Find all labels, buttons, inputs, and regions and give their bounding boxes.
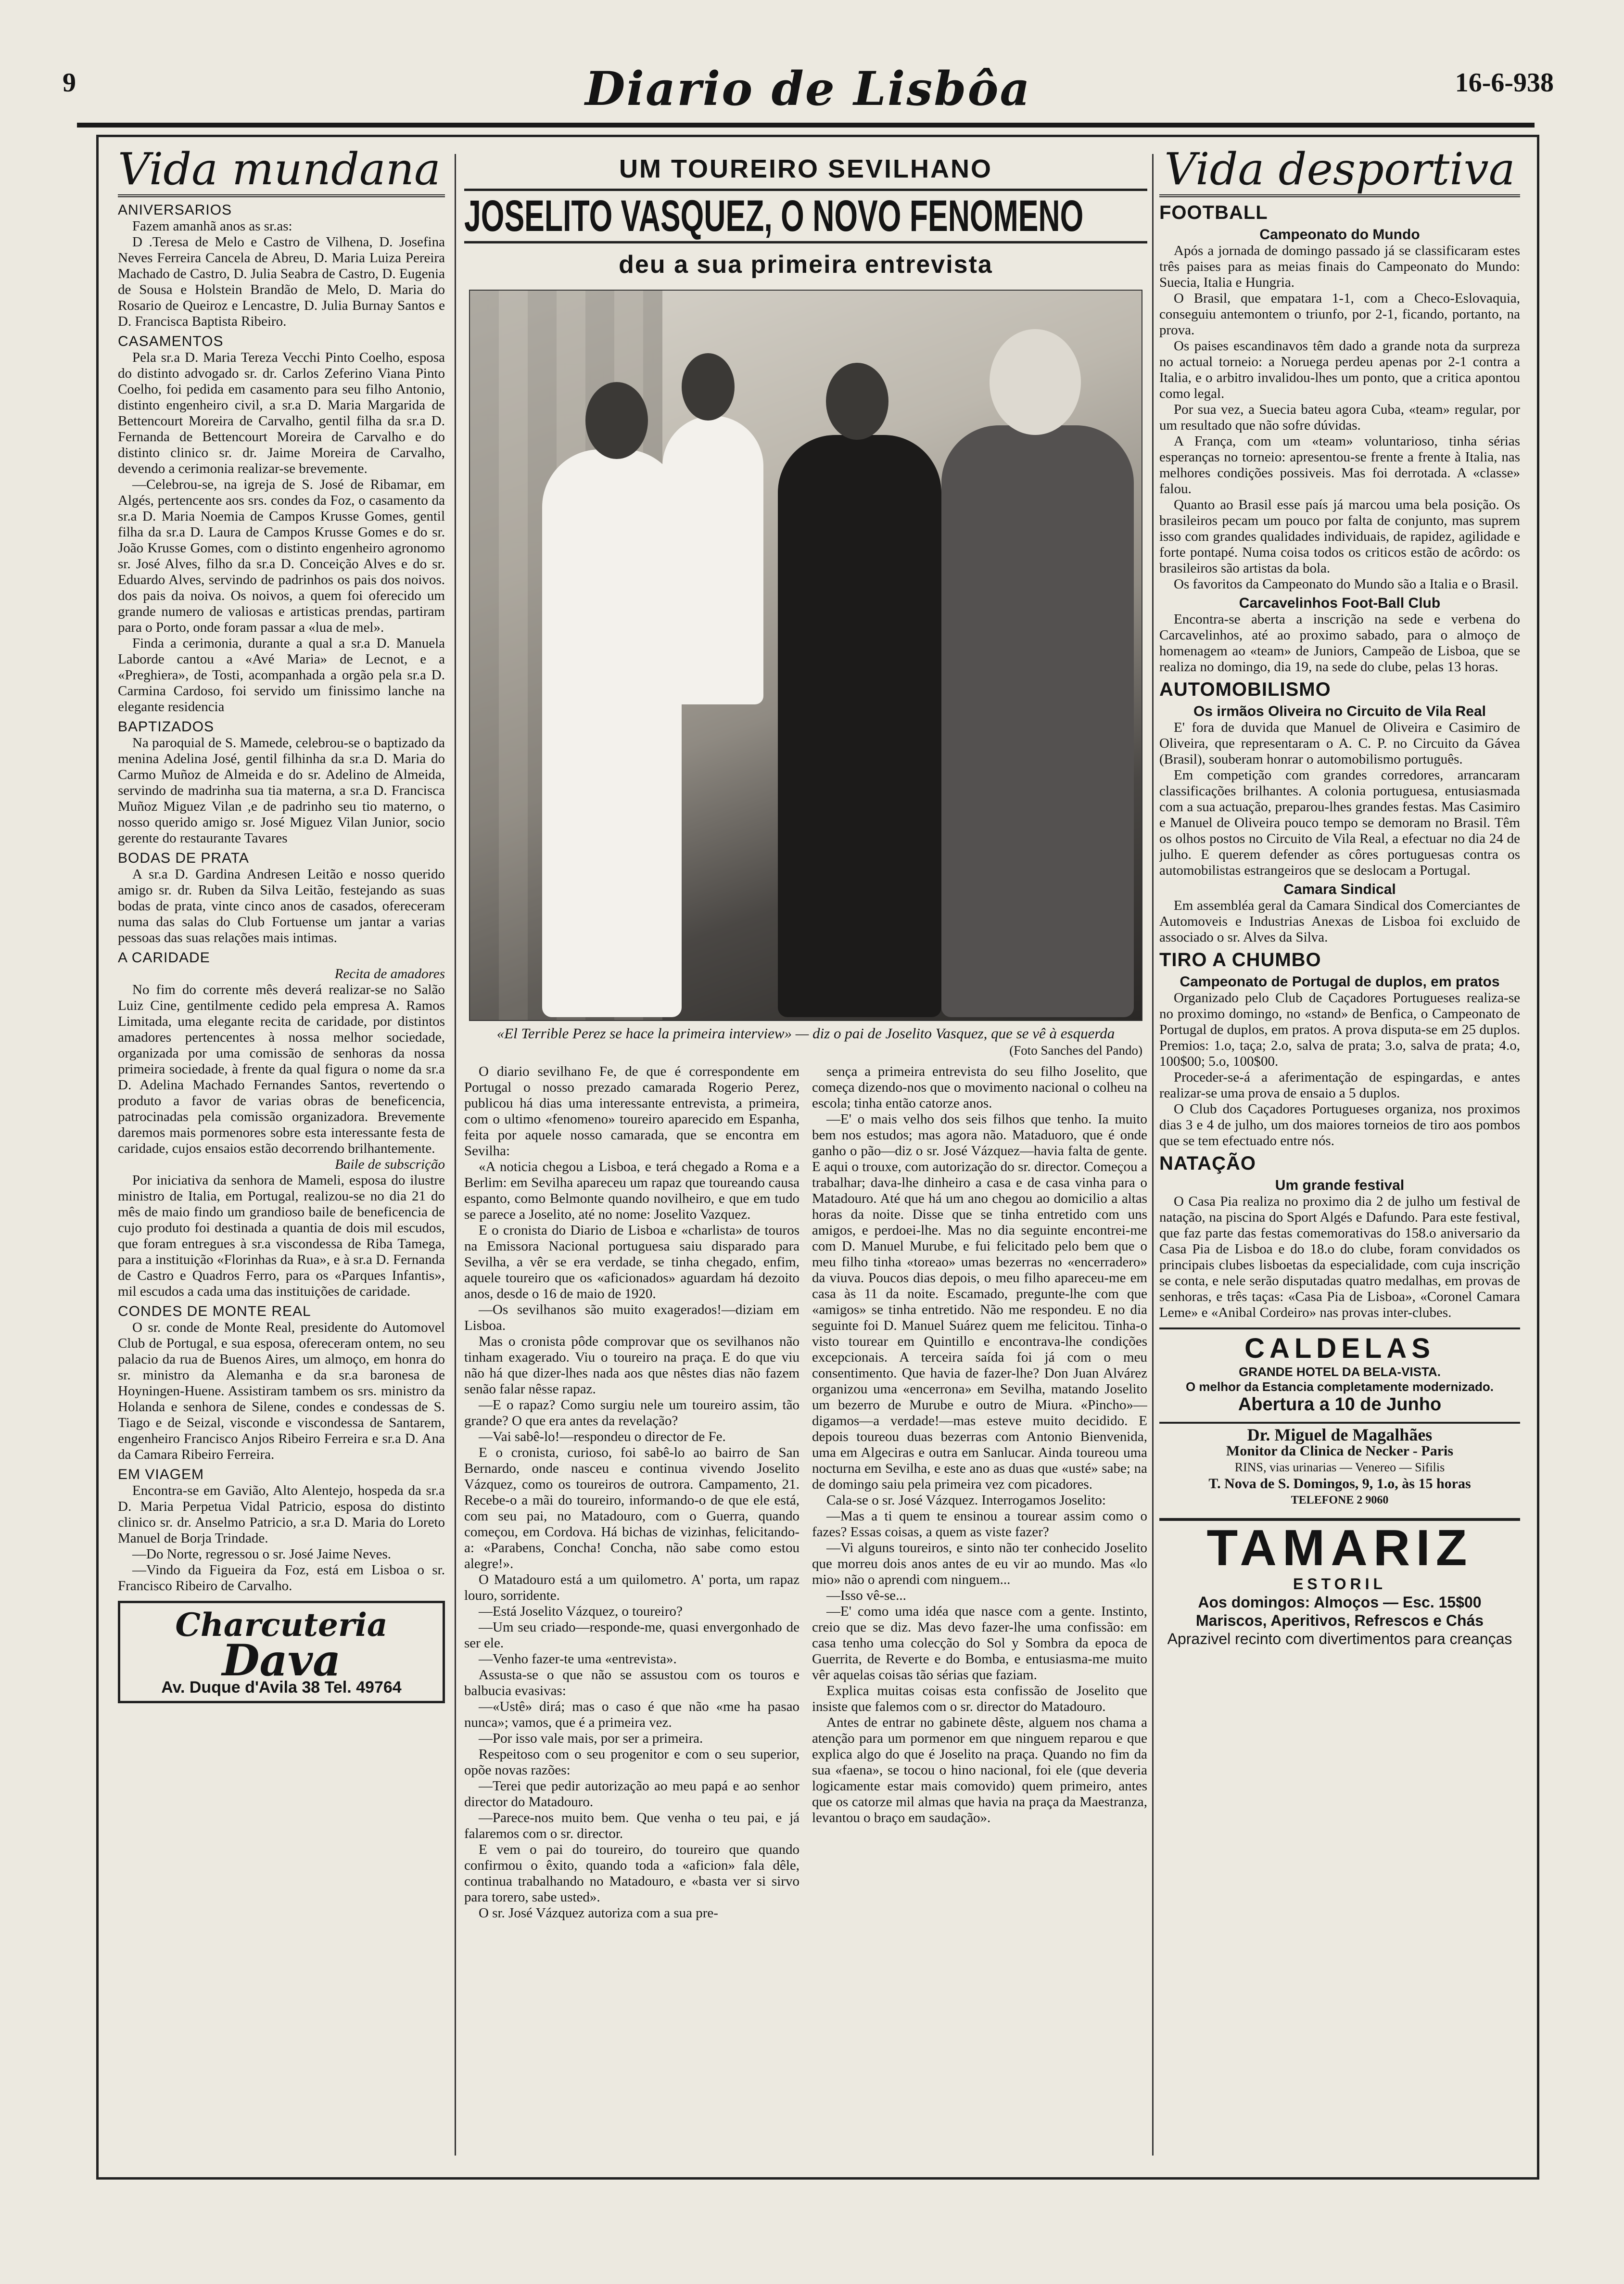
article-paragraph: —Vi alguns toureiros, e sinto não ter conhecido Joselito que morreu dois anos antes de eu vir ao mundo. Mas «lo mio» não o aprendi com ninguem... xyxy=(812,1540,1147,1587)
article-paragraph: E vem o pai do toureiro, do toureiro que quando confirmou o êxito, quando toda a «aficion» fala dêle, continua trabalhando no Matadouro, e «basta ver si sirvo para torero, sabe usted». xyxy=(464,1842,799,1905)
article-paragraph: Mas o cronista pôde comprovar que os sevilhanos não tinham exagerado. Viu o toureiro na praça. E do que viu não há que dizer-lhes nada aos que nêstes dias não fazem senão falar nêsse rapaz. xyxy=(464,1334,799,1397)
article-paragraph: sença a primeira entrevista do seu filho Joselito, que começa dizendo-nos que o movimento nacional o colheu na escola; tinha então catorze anos. xyxy=(812,1064,1147,1111)
ad-caldelas-title: CALDELAS xyxy=(1244,1333,1435,1364)
article-paragraph: —«Ustê» dirá; mas o caso é que não «me ha pasao nunca»; vamos, que é a primeira vez. xyxy=(464,1699,799,1730)
society-paragraph: Por iniciativa da senhora de Mameli, esposa do ilustre ministro de Italia, em Portugal, realizou-se no dia 21 do mês de maio findo um grandioso baile de beneficencia de cujo produto foi destinada a quantia de dois mil escudos, que foram entregues à sr.a viscondessa de Riba Tamega, para a instituição «Florinhas da Rua», e à sr.a D. Fernanda de Castro e Quadros Ferro, para os «Parques Infantis», mil escudos a cada uma das instituições de caridade. xyxy=(118,1173,445,1299)
football-heading: FOOTBALL xyxy=(1159,202,1268,223)
paragraph: Em competição com grandes corredores, arrancaram classificações brilhantes. A colonia portuguesa, entusiasmada com a sua actuação, preparou-lhes grandes festas. Mas Casimiro e Manuel de Oliveira pouco tempo se demoram no Brasil. Têm os olhos postos no Circuito de Vila Real, a efectuar no dia 24 de julho. E querem defender as côres portuguesas contra os automobilistas estrangeiros que se deslocam a Portugal. xyxy=(1159,767,1520,878)
article-paragraph: —E' o mais velho dos seis filhos que tenho. Ia muito bem nos estudos; mas agora não. Mataduoro, que é onde ganho o pão—diz o sr. José Vázquez—havia falta de gente. E aqui o trouxe, com autorização do sr. director. Começou a trabalhar; dava-lhe dinheiro a casa e de casa vinha para o Matadouro. Até que há um ano chegou ao domicilio a altas horas da noite. Disse que se tinha entretido com uns amigos, e perdoei-lhe. Mas no dia seguinte encontrei-me com D. Manuel Murube, e fui felicitado pelo bem que o meu filho tinha «toreao» umas bezerras no «encerradero» da viuva. Poucos dias depois, o meu filho apareceu-me em casa às 11 da noite. Escamado, pregunte-lhe com que «amigos» se tinha entretido. Não me respondeu. E no dia seguinte foi D. Manuel Suárez quem me felicitou. Tinha-o visto tourear em Quintillo e encontrava-lhe condições excepcionais. A terceira saída foi já com o meu consentimento. Que havia de fazer-lhe? Don Juan Alvárez organizou uma «encerrona» em Sevilha, matando Joselito um bezerro de Murube e outro de Miura. «Pincho»—digamos—a verdade!—mas esteve muito decidido. E depois toureou duas bezerras com Antonio Bienvenida, uma em Algeciras e outra em Sanlucar. Ainda toureou uma nocturna em Sevilha, e este ano as duas que «usté» sabe; na de domingo saiu pela primeira vez com picadores. xyxy=(812,1111,1147,1492)
article-paragraph: —Por isso vale mais, por ser a primeira. xyxy=(479,1731,703,1746)
ad-tamariz-sundays: Aos domingos: Almoços — Esc. 15$00 xyxy=(1198,1594,1482,1611)
society-paragraph: Na paroquial de S. Mamede, celebrou-se o baptizado da menina Adelina José, gentil filhinha da sr.a D. Maria do Carmo Muñoz de Almeida e do sr. Adelino de Almeida, servindo de madrinha sua tia materna, a sr.a D. Francisca Muñoz Miguez Vilan ,e de padrinho seu tio materno, o nosso querido amigo sr. José Miguez Vilan Junior, socio gerente do restaurante Tavares xyxy=(118,735,445,846)
article-paragraph: —Mas a ti quem te ensinou a tourear assim como o fazes? Essas coisas, a quem as viste fazer? xyxy=(812,1508,1147,1540)
photo-figure-interviewer xyxy=(778,435,941,1017)
society-heading: BODAS DE PRATA xyxy=(118,850,249,866)
ad-doctor-address: T. Nova de S. Domingos, 9, 1.o, às 15 horas xyxy=(1208,1476,1471,1492)
article-paragraph: Explica muitas coisas esta confissão de Joselito que insiste que falemos com o sr. director do Matadouro. xyxy=(812,1683,1147,1714)
society-paragraph: —Celebrou-se, na igreja de S. José de Ribamar, em Algés, pertencente aos srs. condes da Foz, o casamento da sr.a D. Maria Noemia de Campos Krusse Gomes, gentil filha da sr.a D. Laura de Campos Krusse Gomes e do sr. João Krusse Gomes, com o distinto engenheiro agronomo sr. José Alves, filho da sr.a D. Conceição Alves e do sr. Eduardo Alves, servindo de padrinhos os pais dos noivos. dos pais da noiva. Os noivos, a quem foi oferecido um grande numero de valiosas e artisticas prendas, partiram para o Porto, onde foram passar a «lua de mel». xyxy=(118,477,445,635)
article-paragraph: Respeitoso com o seu progenitor e com o seu superior, opõe novas razões: xyxy=(464,1747,799,1778)
society-paragraph: —Do Norte, regressou o sr. José Jaime Neves. xyxy=(132,1546,392,1562)
article-paragraph: —Um seu criado—responde-me, quasi envergonhado de ser ele. xyxy=(464,1620,799,1651)
paragraph: Proceder-se-á a aferimentação de espingardas, e antes realizar-se uma prova de ensaio a 5 duplos. xyxy=(1159,1070,1520,1101)
newspaper-title: Diario de Lisbôa xyxy=(585,62,1031,116)
article-body xyxy=(464,1064,1147,1921)
paragraph: Após a jornada de domingo passado já se classificaram estes três paises para as meias finais do Campeonato do Mundo: Suecia, Italia e Hungria. xyxy=(1159,243,1520,290)
vila-real-heading: Os irmãos Oliveira no Circuito de Vila Real xyxy=(1193,703,1486,719)
paragraph: Por sua vez, a Suecia bateu agora Cuba, «team» regular, por um resultado que não sofre dúvidas. xyxy=(1159,402,1520,433)
society-paragraph: No fim do corrente mês deverá realizar-se no Salão Luiz Cine, gentilmente cedido pela empresa A. Ramos Limitada, uma elegante recita de caridade, por distintos amadores pertencentes à nossa melhor sociedade, organizada por uma comissão de senhoras da nossa primeira sociedade, à frente da qual figura o nome da sr.a D. Adelina Machado Fernandes Santos, revertendo o produto a favor de varias obras de beneficencia, patrocinadas pela comissão organizadora. Brevemente daremos mais pormenores sobre esta interessante festa de caridade, cujos ensaios estão decorrendo brilhantemente. xyxy=(118,982,445,1156)
society-heading: CONDES DE MONTE REAL xyxy=(118,1303,311,1319)
society-heading: ANIVERSARIOS xyxy=(118,202,232,218)
photo-caption: «El Terrible Perez se hace la primeira interview» — diz o pai de Joselito Vasquez, que se vê à esquerda xyxy=(496,1025,1115,1042)
article-paragraph: —Terei que pedir autorização ao meu papá e ao senhor director do Matadouro. xyxy=(464,1778,799,1810)
paragraph: O Casa Pia realiza no proximo dia 2 de julho um festival de natação, na piscina do Sport Algés e Dafundo. Para este festival, que faz parte das festas comemorativas do 158.o aniversario da Casa Pia de Lisboa e do 18.o do clube, foram convidados os principais clubes lisboetas da especialidade, com cuja inscrição se conta, e nele serão disputadas quatro medalhas, em provas de senhoras, e três taças: «Casa Pia de Lisboa», «Coronel Camara Leme» e «Anibal Cordeiro» nas provas inter-clubes. xyxy=(1159,1194,1520,1320)
photo-credit: (Foto Sanches del Pando) xyxy=(1009,1043,1142,1058)
article-paragraph: O diario sevilhano Fe, de que é correspondente em Portugal o nosso prezado camarada Rogerio Perez, publicou há dias uma interessante entrevista, a primeira, com o ultimo «fenomeno» toureiro aparecido em Espanha, feita por aquele nosso camarada, que se encontra em Sevilha: xyxy=(464,1064,799,1159)
ad-doctor-title: Monitor da Clinica de Necker - Paris xyxy=(1226,1443,1454,1459)
photo-head-father xyxy=(990,329,1081,435)
article-body-col2 xyxy=(812,1064,1147,1921)
society-paragraph: Pela sr.a D. Maria Tereza Vecchi Pinto Coelho, esposa do distinto advogado sr. dr. Carlos Zeferino Viana Pinto Coelho, foi pedida em casamento para seu filho Antonio, distinto engenheiro civil, a sr.a D. Maria Margarida de Bettencourt Moreira de Carvalho, gentil filha da sr.a D. Fernanda de Bettencourt Moreira de Carvalho e do distinto clinico sr. dr. Jaime Moreira de Carvalho, devendo a cerimonia realizar-se brevemente. xyxy=(118,350,445,476)
column-divider-left xyxy=(455,154,456,2156)
article-body-col1 xyxy=(464,1064,799,1921)
society-heading: CASAMENTOS xyxy=(118,333,224,349)
article-paragraph: —E o rapaz? Como surgiu nele um toureiro assim, tão grande? O que era antes da revelação? xyxy=(464,1397,799,1429)
article-paragraph: Cala-se o sr. José Vázquez. Interrogamos Joselito: xyxy=(826,1493,1106,1508)
ad-doctor-specialty: RINS, vias urinarias — Venereo — Sifilis xyxy=(1234,1460,1445,1474)
doctor-ad xyxy=(1159,1422,1520,1508)
photo-figure-father xyxy=(941,425,1134,1017)
festival-heading: Um grande festival xyxy=(1275,1177,1405,1193)
paragraph: Quanto ao Brasil esse país já marcou uma bela posição. Os brasileiros pecam um pouco por falta de conjunto, mas suprem isso com grandes qualidades individuais, de rapidez, agilidade e forte pontapé. Numa coisa todos os criticos estão de acôrdo: os brasileiros são artistas da bola. xyxy=(1159,497,1520,576)
paragraph: O Club dos Caçadores Portugueses organiza, nos proximos dias 3 e 4 de julho, um dos maiores torneios de tiro aos pombos que se tem efectuado entre nós. xyxy=(1159,1101,1520,1148)
ad-charcuteria-name: Dava xyxy=(222,1635,341,1686)
paragraph: E' fora de duvida que Manuel de Oliveira e Casimiro de Oliveira, que representaram o A. C. P. no Circuito da Gávea (Brasil), souberam honrar o automobilismo português. xyxy=(1159,720,1520,767)
paragraph: Organizado pelo Club de Caçadores Portugueses realiza-se no proximo domingo, no «stand» de Benfica, o Campeonato de Portugal de duplos, em pratos. A prova disputa-se em 25 duplos. Premios: 1.o, taça; 2.o, salva de prata; 3.o, salva de prata; 4.o, 100$00; 5.o, 100$00. xyxy=(1159,990,1520,1069)
charcuteria-ad xyxy=(118,1601,445,1703)
society-paragraph: D .Teresa de Melo e Castro de Vilhena, D. Josefina Neves Ferreira Cancela de Abreu, D. Maria Luiza Pereira Machado de Castro, D. Julia Seabra de Castro, D. Eugenia de Sousa e Holstein Brandão de Melo, D. Maria do Rosario de Queiroz e Lencastre, D. Julia Burnay Santos e D. Francisca Baptista Ribeiro. xyxy=(118,234,445,329)
photo-figure-joselito xyxy=(542,449,682,1017)
article-paragraph: —Os sevilhanos são muito exagerados!—diziam em Lisboa. xyxy=(464,1302,799,1333)
society-paragraph: —Vindo da Figueira da Foz, está em Lisboa o sr. Francisco Ribeiro de Carvalho. xyxy=(118,1562,445,1594)
article-paragraph: Assusta-se o que não se assustou com os touros e balbucia evasivas: xyxy=(464,1667,799,1698)
tiro-heading: TIRO A CHUMBO xyxy=(1159,949,1321,970)
ad-tamariz-place: ESTORIL xyxy=(1293,1575,1387,1593)
article-kicker: UM TOUREIRO SEVILHANO xyxy=(619,154,993,183)
natacao-heading: NATAÇÃO xyxy=(1159,1153,1256,1174)
article-paragraph: —Vai sabê-lo!—respondeu o director de Fe. xyxy=(479,1429,726,1444)
paragraph: Em assembléa geral da Camara Sindical dos Comerciantes de Automoveis e Industrias Anexas de Lisboa foi excluido de associado o sr. Alves da Silva. xyxy=(1159,898,1520,945)
ad-charcuteria-label: Charcuteria xyxy=(175,1606,388,1644)
world-cup-text xyxy=(1159,243,1520,592)
ad-doctor-phone: TELEFONE 2 9060 xyxy=(1291,1494,1389,1506)
sports-column xyxy=(1159,144,1520,2165)
article-paragraph: —Venho fazer-te uma «entrevista». xyxy=(479,1651,677,1667)
article-paragraph: —E' como uma idéa que nasce com a gente. Instinto, creio que se diz. Mas devo fazer-lhe uma confissão: em casa tenho uma colecção do Sol y Sombra da epoca de Guerrita, de Reverte e do Bomba, e entusiasma-me muito vêr aquelas coisas tão sérias que faziam. xyxy=(812,1604,1147,1683)
article-deck: deu a sua primeira entrevista xyxy=(619,251,993,279)
paragraph: A França, com um «team» voluntarioso, tinha sérias esperanças no torneio: apresentou-se frente a frente à Italia, nas melhores condições possiveis. Mas foi derrotada. A «classe» falou. xyxy=(1159,434,1520,497)
tiro-subheading: Campeonato de Portugal de duplos, em pratos xyxy=(1180,974,1500,990)
society-subheading: Baile de subscrição xyxy=(335,1157,445,1172)
tamariz-ad xyxy=(1159,1515,1520,1648)
photo-head-background xyxy=(682,353,735,421)
masthead xyxy=(63,62,1554,116)
ad-tamariz-title: TAMARIZ xyxy=(1159,1518,1520,1575)
society-heading: BAPTIZADOS xyxy=(118,719,215,735)
bullfighter-article xyxy=(464,144,1147,2165)
society-blocks xyxy=(118,202,445,1594)
society-heading: A CARIDADE xyxy=(118,950,210,966)
article-paragraph: «A noticia chegou a Lisboa, e terá chegado a Roma e a Berlim: em Sevilha apareceu um rapaz que toureando causa espanto, como Belmonte quando novilheiro, e que em tudo se parece a Joselito, até no nome: Joselito Vazquez. xyxy=(464,1159,799,1222)
article-paragraph: E o cronista do Diario de Lisboa e «charlista» de touros na Emissora Nacional portuguesa saiu disparado para Sevilha, a vêr se era verdade, se tinha chegado, enfim, aquele toureiro que os «aficionados» aguardam há dezoito anos, desde o 16 de maio de 1920. xyxy=(464,1223,799,1301)
paragraph: Encontra-se aberta a inscrição na sede e verbena do Carcavelinhos, até ao proximo sabado, para o almoço de homenagem ao «team» de Juniors, Campeão de Lisboa, que se realiza no domingo, dia 19, na sede do clube, pelas 13 horas. xyxy=(1159,612,1520,675)
carcavelinhos-heading: Carcavelinhos Foot-Ball Club xyxy=(1239,595,1441,611)
article-paragraph: O Matadouro está a um quilometro. A' porta, um rapaz louro, sorridente. xyxy=(464,1572,799,1603)
page-number: 9 xyxy=(63,68,76,98)
ad-caldelas-tagline: O melhor da Estancia completamente modernizado. xyxy=(1185,1379,1494,1394)
society-heading: EM VIAGEM xyxy=(118,1467,204,1482)
festival-text xyxy=(1159,1194,1520,1321)
society-paragraph: Encontra-se em Gavião, Alto Alentejo, hospeda da sr.a D. Maria Perpetua Vidal Patricio, esposa do distinto clinico sr. dr. Anselmo Patricio, a sr.a D. Maria do Loreto Manuel de Borja Trindade. xyxy=(118,1483,445,1546)
paragraph: Os paises escandinavos têm dado a grande nota da surpreza no actual torneio: a Noruega perdeu apenas por 2-1 contra a Italia, e o arbitro invalidou-lhes um ponto, que a critica apontou como legal. xyxy=(1159,338,1520,401)
camara-sindical-heading: Camara Sindical xyxy=(1283,881,1396,897)
article-headline: JOSELITO VASQUEZ, O NOVO FENOMENO xyxy=(464,189,1147,243)
article-paragraph: E o cronista, curioso, foi sabê-lo ao bairro de San Bernardo, onde nasceu e continua vivendo Joselito Vázquez, como os toureiros de outrora. Campamento, 21. Recebe-o a mãi do toureiro, informando-o de que ele está, com seu pai, no Matadouro, com o Guerra, quando começou, em Cordova. Há bichas de vizinhas, felicitando-a: «Parabens, Concha! Concha, não sabe como estou alegre!». xyxy=(464,1445,799,1571)
automobilismo-heading: AUTOMOBILISMO xyxy=(1159,679,1331,700)
camara-sindical-text xyxy=(1159,898,1520,945)
issue-date: 16-6-938 xyxy=(1455,68,1554,98)
photo-figure-background xyxy=(662,416,763,704)
column-divider-right xyxy=(1152,154,1154,2156)
vila-real-text xyxy=(1159,720,1520,879)
ad-doctor-name: Dr. Miguel de Magalhães xyxy=(1247,1425,1433,1444)
article-paragraph: O sr. José Vázquez autoriza com a sua pre- xyxy=(479,1905,718,1921)
photo-head-joselito xyxy=(585,382,648,459)
section-title-vida-desportiva: Vida desportiva xyxy=(1159,144,1520,197)
carcavelinhos-text xyxy=(1159,612,1520,675)
society-paragraph: O sr. conde de Monte Real, presidente do Automovel Club de Portugal, e sua esposa, ofereceram ontem, no seu palacio da rua de Buenos Aires, um almoço, em honra do sr. ministro da Alemanha e da sr.a baronesa de Hoyningen-Huene. Assistiram tambem os srs. ministro da Holanda e senhora de Silene, condes e condessas de S. Tiago e de Seizal, visconde e viscondessa de Santarem, engenheiro Francisco Anjos Ribeiro Ferreira e sr.a D. Ana da Camara Ribeiro Ferreira. xyxy=(118,1320,445,1462)
society-subheading: Recita de amadores xyxy=(334,966,445,982)
article-paragraph: Antes de entrar no gabinete dêste, alguem nos chama a atenção para um pormenor em que ninguem reparou e que explica algo do que é Joselito na praça. Quando no fim da sua «faena», se tocou o hino nacional, foi ele (que deveria logicamente estar mais comovido) quem primeiro, antes que os catorze mil almas que havia na praça da Maestranza, levantou o braço em saudação». xyxy=(812,1715,1147,1825)
ad-tamariz-venue: Aprazivel recinto com divertimentos para creanças xyxy=(1167,1630,1512,1647)
article-paragraph: —Isso vê-se... xyxy=(826,1588,906,1603)
ad-tamariz-menu: Mariscos, Aperitivos, Refrescos e Chás xyxy=(1195,1612,1484,1629)
society-paragraph: Fazem amanhã anos as sr.as: xyxy=(132,218,292,234)
section-title-vida-mundana: Vida mundana xyxy=(118,144,445,197)
ad-charcuteria-address: Av. Duque d'Avila 38 Tel. 49764 xyxy=(161,1678,402,1697)
article-paragraph: —Está Joselito Vázquez, o toureiro? xyxy=(479,1604,683,1619)
paragraph: O Brasil, que empatara 1-1, com a Checo-Eslovaquia, conseguiu antemontem o triunfo, por 2-1, ficando, portanto, na prova. xyxy=(1159,291,1520,338)
masthead-rule xyxy=(77,123,1535,128)
society-paragraph: A sr.a D. Gardina Andresen Leitão e nosso querido amigo sr. dr. Ruben da Silva Leitão, festejando as suas bodas de prata, vinte cinco anos de casados, ofereceram numa das salas do Club Fortuense um jantar a varias pessoas das suas relações mais intimas. xyxy=(118,867,445,945)
society-column xyxy=(118,144,445,2165)
tiro-text xyxy=(1159,990,1520,1149)
article-paragraph: —Parece-nos muito bem. Que venha o teu pai, e já falaremos com o sr. director. xyxy=(464,1810,799,1841)
ad-caldelas-hotel: GRANDE HOTEL DA BELA-VISTA. xyxy=(1239,1365,1441,1379)
world-cup-heading: Campeonato do Mundo xyxy=(1259,227,1420,242)
photo-head-interviewer xyxy=(826,363,888,440)
society-paragraph: Finda a cerimonia, durante a qual a sr.a D. Manuela Laborde cantou a «Avé Maria» de Lecnot, e a «Preghiera», de Tosti, acompanhada a orgão pela sr.a D. Carmina Cardoso, foi servido um finissimo lanche na elegante residencia xyxy=(118,636,445,715)
ad-caldelas-opening: Abertura a 10 de Junho xyxy=(1238,1394,1442,1415)
caldelas-ad xyxy=(1159,1327,1520,1415)
paragraph: Os favoritos da Campeonato do Mundo são a Italia e o Brasil. xyxy=(1174,576,1519,592)
article-photo xyxy=(469,290,1142,1021)
